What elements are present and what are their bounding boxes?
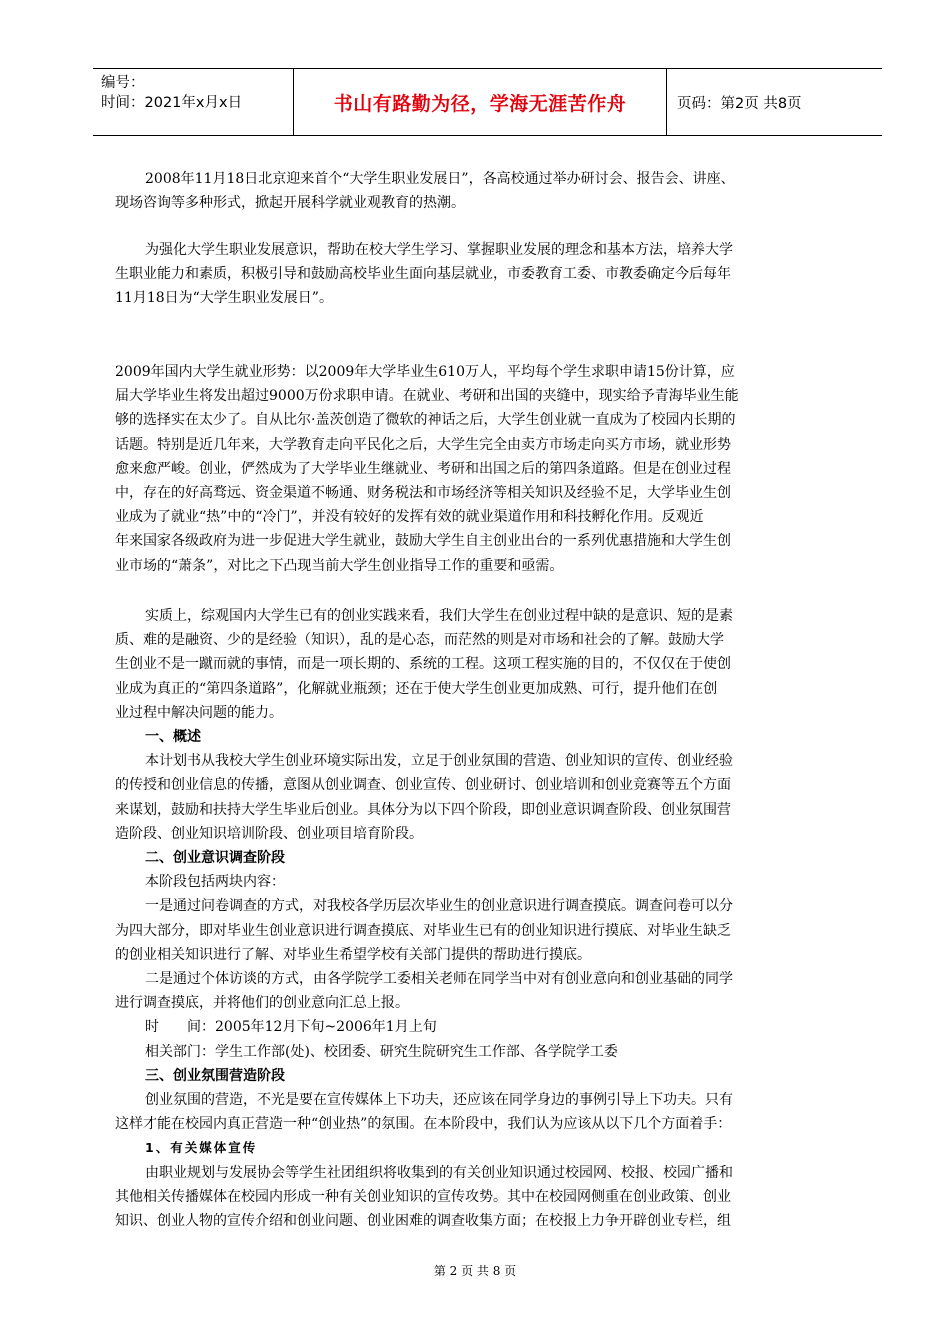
- time-label: 时间：2021年x月x日: [101, 95, 243, 111]
- text-line: 11月18日为“大学生职业发展日”。: [115, 290, 333, 307]
- text-line: 为强化大学生职业发展意识，帮助在校大学生学习、掌握职业发展的理念和基本方法，培养大学: [145, 242, 733, 258]
- text-line: 业成为真正的“第四条道路”，化解就业瓶颈；还在于使大学生创业更加成熟、可行，提升他们在创: [115, 680, 718, 697]
- text-line: 的传授和创业信息的传播，意图从创业调查、创业宣传、创业研讨、创业培训和创业竞赛等五个方面: [115, 777, 731, 794]
- text-line: 年来国家各级政府为进一步促进大学生就业，鼓励大学生自主创业出台的一系列优惠措施和大学生创: [115, 533, 731, 550]
- text-line: 质、难的是融资、少的是经验（知识），乱的是心态，而茫然的则是对市场和社会的了解。鼓励大学: [115, 632, 724, 649]
- motto: 书山有路勤为径，学海无涯苦作舟: [333, 92, 627, 115]
- text-line: 由职业规划与发展协会等学生社团组织将收集到的有关创业知识通过校园网、校报、校园广播和: [145, 1164, 733, 1181]
- text-line: 届大学毕业生将发出超过9000万份求职申请。在就业、考研和出国的夹缝中，现实给予青海毕业生能: [115, 388, 739, 405]
- header-table: [93, 68, 882, 136]
- text-line: 其他相关传播媒体在校园内形成一种有关创业知识的宣传攻势。其中在校园网侧重在创业政策、创业: [115, 1188, 731, 1205]
- text-line: 生职业能力和素质，积极引导和鼓励高校毕业生面向基层就业，市委教育工委、市教委确定今后每年: [115, 266, 731, 283]
- subheading-media: 1、有关媒体宣传: [145, 1140, 258, 1156]
- header-page-cell: [667, 69, 882, 135]
- number-label: 编号：: [101, 75, 145, 91]
- text-line: 中，存在的好高骛远、资金渠道不畅通、财务税法和市场经济等相关知识及经验不足，大学毕业生创: [115, 485, 731, 502]
- department-line: 相关部门：学生工作部(处)、校团委、研究生院研究生工作部、各学院学工委: [145, 1043, 618, 1060]
- text-line: 二是通过个体访谈的方式，由各学院学工委相关老师在同学当中对有创业意向和创业基础的同学: [145, 971, 733, 988]
- page-label: 页码：第2页 共8页: [677, 95, 802, 112]
- text-line: 2009年国内大学生就业形势：以2009年大学毕业生610万人，平均每个学生求职申请15份计算，应: [115, 364, 735, 380]
- paragraph-2: [115, 238, 859, 311]
- text-line: 够的选择实在太少了。自从比尔·盖茨创造了微软的神话之后，大学生创业就一直成为了校园内长期的: [115, 412, 736, 429]
- text-line: 本计划书从我校大学生创业环境实际出发，立足于创业氛围的营造、创业知识的宣传、创业经验: [145, 753, 733, 770]
- text-line: 生创业不是一蹴而就的事情，而是一项长期的、系统的工程。这项工程实施的目的，不仅仅在于使创: [115, 656, 731, 673]
- section-heading-survey: 二、创业意识调查阶段: [145, 850, 285, 867]
- text-line: 为四大部分，即对毕业生创业意识进行调查摸底、对毕业生已有的创业知识进行摸底、对毕业生缺乏: [115, 922, 731, 939]
- section-heading-overview: 一、概述: [145, 729, 201, 746]
- text-line: 话题。特别是近几年来，大学教育走向平民化之后，大学生完全由卖方市场走向买方市场，就业形势: [115, 436, 731, 453]
- text-line: 进行调查摸底，并将他们的创业意向汇总上报。: [115, 995, 409, 1012]
- text-line: 本阶段包括两块内容：: [145, 874, 285, 891]
- text-line: 这样才能在校园内真正营造一种“创业热”的氛围。在本阶段中，我们认为应该从以下几个方面着手：: [115, 1116, 732, 1133]
- text-line: 一是通过问卷调查的方式，对我校各学历层次毕业生的创业意识进行调查摸底。调查问卷可以分: [145, 898, 733, 915]
- text-line: 现场咨询等多种形式，掀起开展科学就业观教育的热潮。: [115, 195, 465, 212]
- paragraph-3: [115, 360, 859, 578]
- text-line: 知识、创业人物的宣传介绍和创业问题、创业困难的调查收集方面；在校报上力争开辟创业专栏，组: [115, 1213, 731, 1230]
- text-line: 的创业相关知识进行了解、对毕业生希望学校有关部门提供的帮助进行摸底。: [115, 946, 591, 963]
- section-heading-atmosphere: 三、创业氛围营造阶段: [145, 1067, 285, 1084]
- text-line: 实质上，综观国内大学生已有的创业实践来看，我们大学生在创业过程中缺的是意识、短的是素: [145, 608, 733, 624]
- text-line: 业过程中解决问题的能力。: [115, 704, 283, 721]
- paragraph-1: [115, 167, 859, 215]
- text-line: 2008年11月18日北京迎来首个“大学生职业发展日”，各高校通过举办研讨会、报告会、讲座、: [145, 171, 735, 187]
- header-motto-cell: [294, 69, 667, 135]
- paragraph-4: [115, 604, 859, 1233]
- text-line: 愈来愈严峻。创业，俨然成为了大学毕业生继就业、考研和出国之后的第四条道路。但是在创业过程: [115, 460, 731, 477]
- text-line: 业成为了就业“热”中的“冷门”，并没有较好的发挥有效的就业渠道作用和科技孵化作用。反观近: [115, 509, 704, 526]
- text-line: 创业氛围的营造，不光是要在宣传媒体上下功夫，还应该在同学身边的事例引导上下功夫。只有: [145, 1092, 733, 1109]
- text-line: 造阶段、创业知识培训阶段、创业项目培育阶段。: [115, 825, 423, 842]
- text-line: 业市场的“萧条”，对比之下凸现当前大学生创业指导工作的重要和亟需。: [115, 557, 564, 574]
- time-line: 时 间：2005年12月下旬~2006年1月上旬: [145, 1019, 437, 1036]
- page-footer: 第 2 页 共 8 页: [433, 1264, 517, 1278]
- header-meta-cell: [93, 69, 294, 135]
- text-line: 来谋划，鼓励和扶持大学生毕业后创业。具体分为以下四个阶段，即创业意识调查阶段、创业氛围营: [115, 801, 731, 818]
